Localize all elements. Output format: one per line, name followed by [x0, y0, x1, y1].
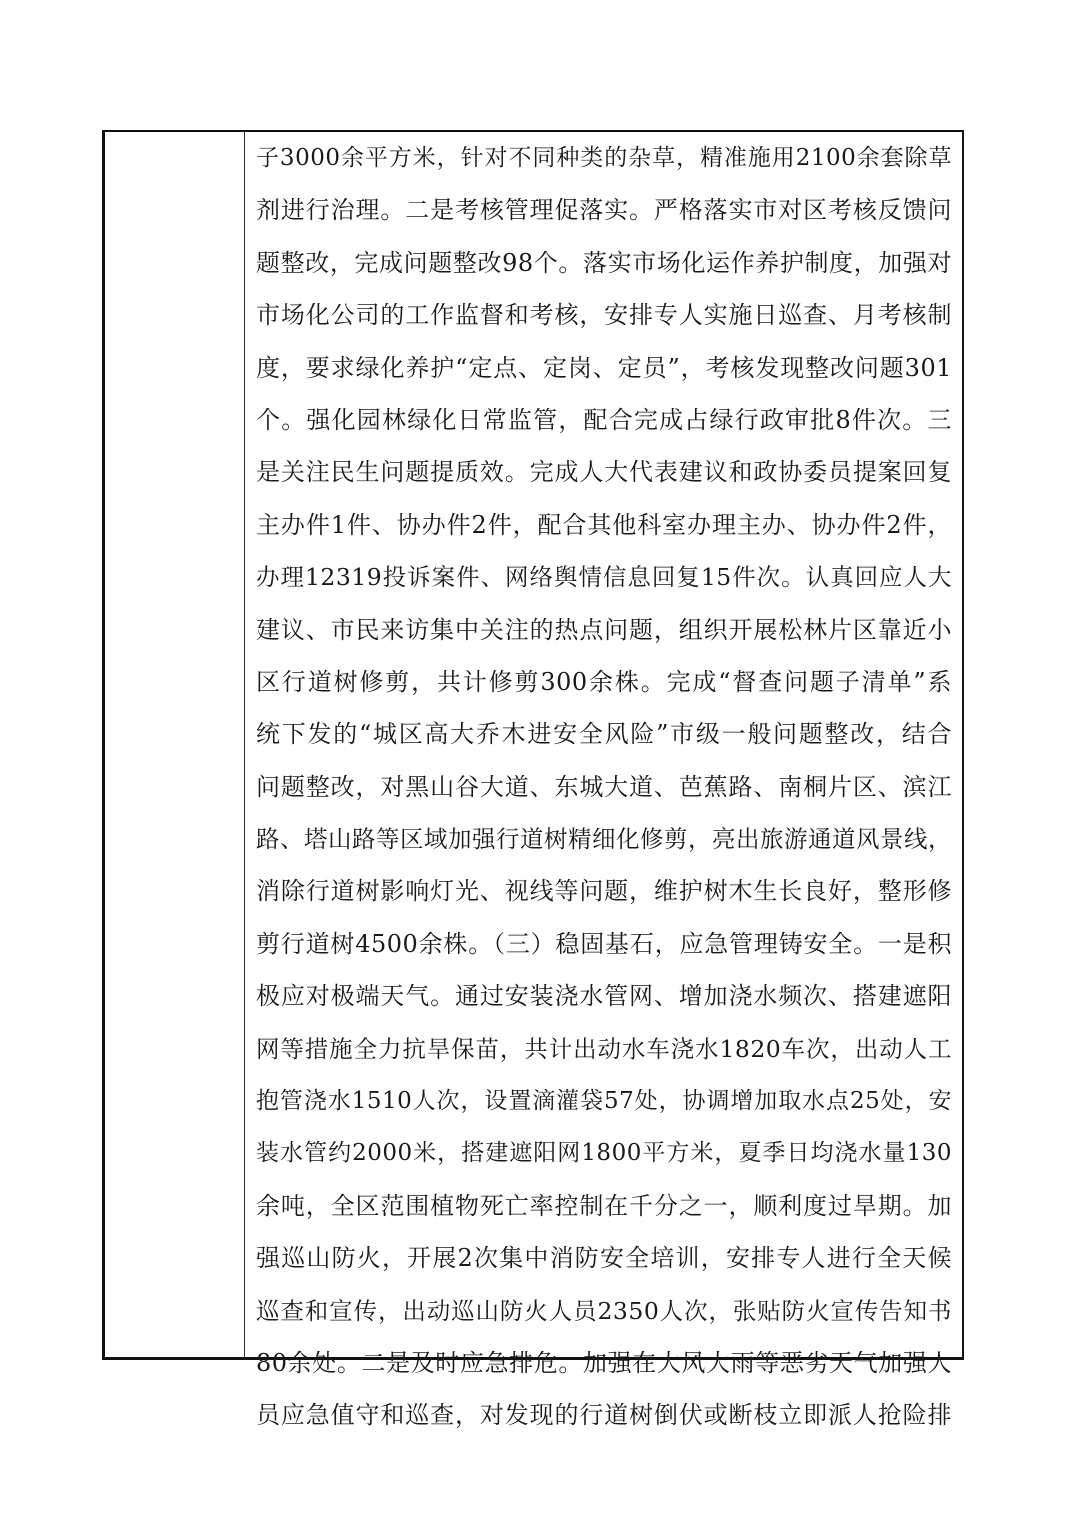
text-line: 剂进行治理。二是考核管理促落实。严格落实市对区考核反馈问	[256, 196, 952, 225]
text-line: 子3000余平方米，针对不同种类的杂草，精准施用2100余套除草	[256, 145, 952, 171]
text-line: 员应急值守和巡查，对发现的行道树倒伏或断枝立即派人抢险排	[256, 1401, 952, 1430]
text-line: 区行道树修剪，共计修剪300余株。完成“督查问题子清单”系	[256, 667, 952, 696]
text-line: 主办件1件、协办件2件，配合其他科室办理主办、协办件2件，	[256, 510, 952, 539]
text-line: 度，要求绿化养护“定点、定岗、定员”，考核发现整改问题301	[256, 353, 952, 382]
text-line: 市场化公司的工作监督和考核，安排专人实施日巡查、月考核制	[256, 301, 952, 330]
text-line: 统下发的“城区高大乔木进安全风险”市级一般问题整改，结合	[256, 720, 952, 749]
text-line: 余吨，全区范围植物死亡率控制在千分之一，顺利度过旱期。加	[256, 1191, 952, 1220]
text-line: 巡查和宣传，出动巡山防火人员2350人次，张贴防火宣传告知书	[256, 1296, 952, 1325]
text-line: 网等措施全力抗旱保苗，共计出动水车浇水1820车次，出动人工	[256, 1034, 952, 1063]
text-line: 抱管浇水1510人次，设置滴灌袋57处，协调增加取水点25处，安	[256, 1088, 952, 1115]
text-line: 建议、市民来访集中关注的热点问题，组织开展松林片区靠近小	[256, 615, 952, 644]
text-line: 个。强化园林绿化日常监管，配合完成占绿行政审批8件次。三	[256, 405, 952, 434]
text-line: 消除行道树影响灯光、视线等问题，维护树木生长良好，整形修	[256, 877, 952, 906]
text-line: 办理12319投诉案件、网络舆情信息回复15件次。认真回应人大	[256, 563, 952, 592]
table-label-cell	[105, 132, 245, 1357]
text-line: 题整改，完成问题整改98个。落实市场化运作养护制度，加强对	[256, 248, 952, 277]
table-content-cell	[245, 132, 962, 1430]
text-line: 极应对极端天气。通过安装浇水管网、增加浇水频次、搭建遮阳	[256, 982, 952, 1011]
text-line: 剪行道树4500余株。（三）稳固基石，应急管理铸安全。一是积	[256, 929, 952, 958]
text-line: 问题整改，对黑山谷大道、东城大道、芭蕉路、南桐片区、滨江	[256, 772, 952, 801]
text-line: 路、塔山路等区域加强行道树精细化修剪，亮出旅游通道风景线，	[256, 825, 952, 854]
text-line: 80余处。二是及时应急排危。加强在大风大雨等恶劣天气加强人	[256, 1348, 952, 1377]
text-line: 是关注民生问题提质效。完成人大代表建议和政协委员提案回复	[256, 458, 952, 487]
document-table	[102, 130, 964, 1430]
text-line: 装水管约2000米，搭建遮阳网1800平方米，夏季日均浇水量130	[256, 1140, 952, 1167]
text-line: 强巡山防火，开展2次集中消防安全培训，安排专人进行全天候	[256, 1244, 952, 1273]
